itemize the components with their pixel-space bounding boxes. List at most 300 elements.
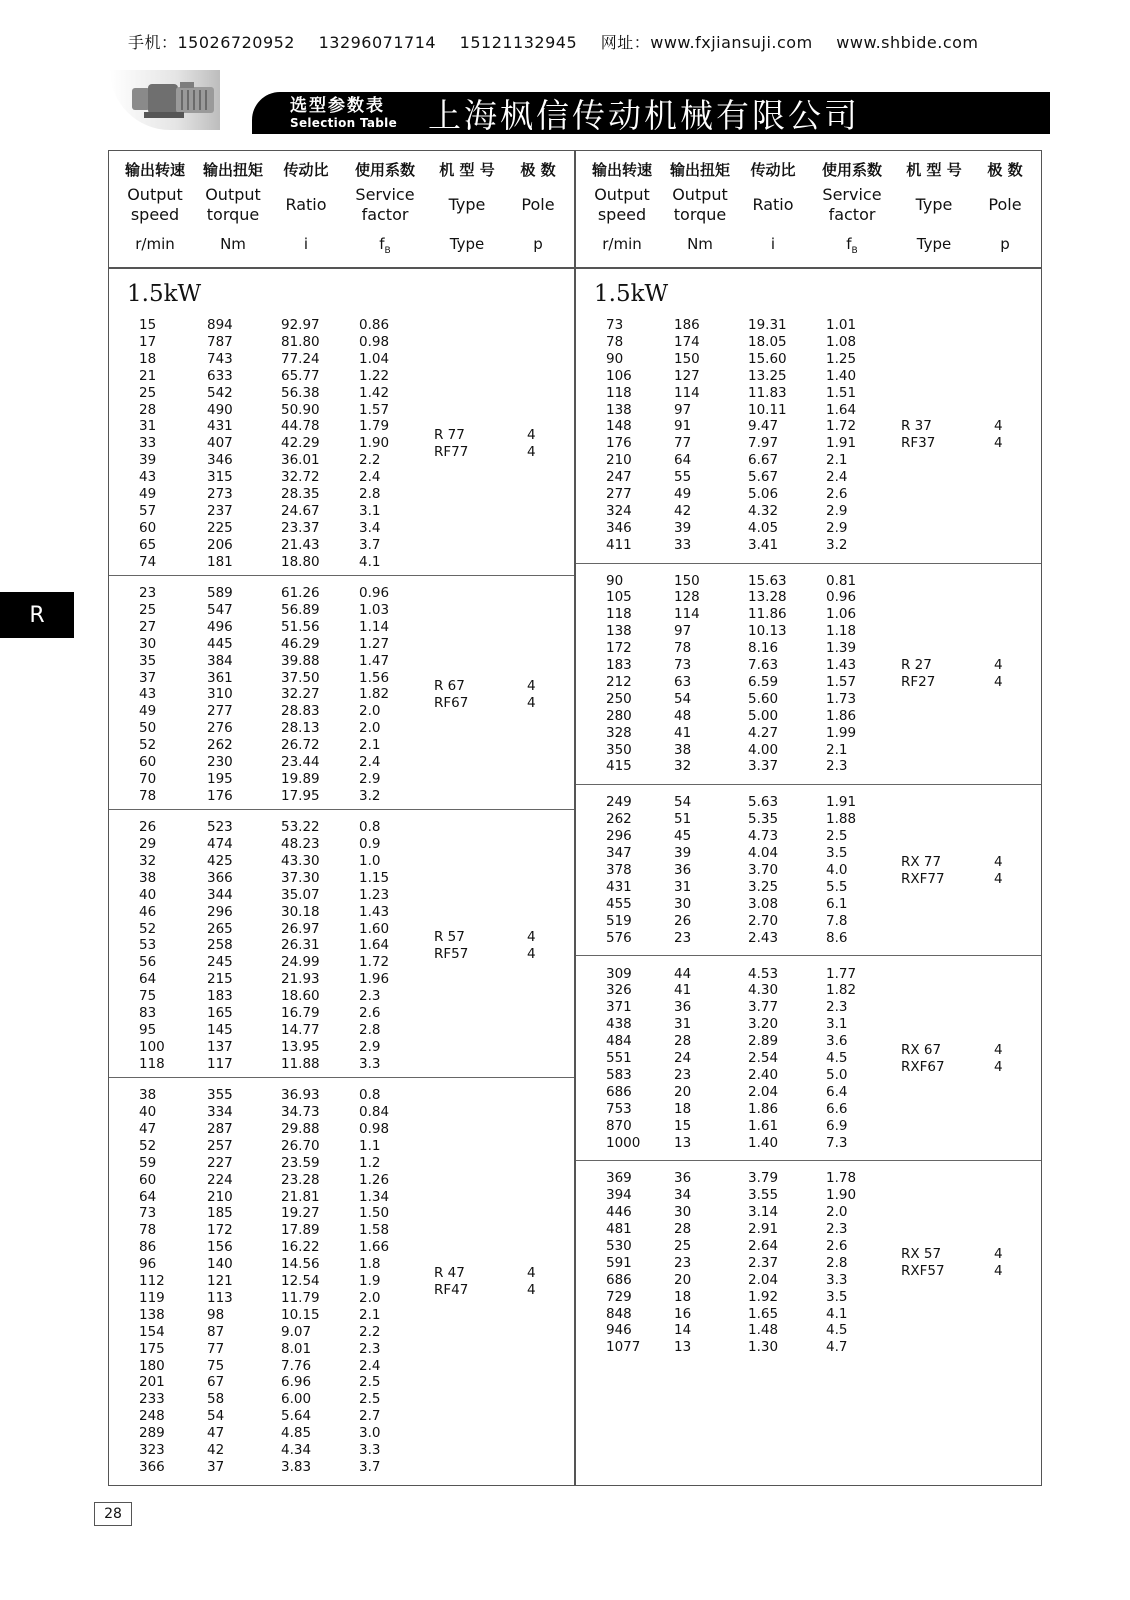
ratio: 37.30	[281, 869, 320, 886]
output-speed: 73	[139, 1205, 157, 1222]
model-group	[109, 314, 574, 576]
output-speed: 324	[606, 502, 632, 519]
output-torque: 523	[207, 819, 233, 836]
output-torque: 140	[207, 1256, 233, 1273]
output-torque: 25	[674, 1237, 692, 1254]
pole-count-line: 4	[527, 694, 536, 711]
output-speed: 481	[606, 1221, 632, 1238]
output-torque: 215	[207, 971, 233, 988]
column-header-cn: 机 型 号	[439, 161, 495, 179]
service-factor: 2.5	[359, 1374, 381, 1391]
service-factor: 0.96	[826, 589, 857, 606]
group-separator	[109, 809, 574, 810]
service-factor: 1.27	[359, 635, 390, 652]
output-torque: 117	[207, 1055, 233, 1072]
output-speed: 65	[139, 536, 157, 553]
column-header-en	[894, 195, 974, 215]
gear-motor-icon	[130, 78, 222, 122]
model-type-line: RX 77	[901, 853, 942, 870]
output-torque: 13	[674, 1339, 692, 1356]
service-factor: 1.43	[359, 903, 390, 920]
column-header-en-line: Type	[448, 195, 486, 214]
output-torque: 38	[674, 741, 692, 758]
ratio: 4.04	[748, 845, 779, 862]
power-heading: 1.5kW	[594, 281, 669, 307]
model-type-line: RX 67	[901, 1041, 942, 1058]
output-torque: 181	[207, 553, 233, 570]
output-speed: 323	[139, 1442, 165, 1459]
output-speed: 175	[139, 1340, 165, 1357]
service-factor: 1.2	[359, 1154, 381, 1171]
service-factor: 0.96	[359, 585, 390, 601]
model-type-line: R 27	[901, 657, 932, 674]
service-factor: 4.1	[359, 553, 381, 570]
service-factor: 2.3	[826, 999, 848, 1016]
output-speed: 59	[139, 1154, 157, 1171]
output-torque: 490	[207, 401, 233, 418]
ratio: 2.37	[748, 1254, 779, 1271]
column-header-unit: Type	[449, 235, 485, 253]
pole-count	[527, 678, 536, 712]
output-speed: 38	[139, 869, 157, 886]
output-torque: 431	[207, 418, 233, 435]
output-torque: 33	[674, 536, 692, 553]
ratio: 2.40	[748, 1066, 779, 1083]
output-speed: 138	[606, 623, 632, 640]
output-speed: 118	[139, 1055, 165, 1072]
ratio: 5.64	[281, 1408, 312, 1425]
output-torque: 127	[674, 367, 700, 384]
model-type	[901, 1042, 945, 1076]
ratio: 92.97	[281, 317, 320, 333]
output-torque: 361	[207, 669, 233, 686]
pole-count-line: 4	[527, 1281, 536, 1298]
ratio: 24.99	[281, 954, 320, 971]
output-torque: 287	[207, 1120, 233, 1137]
service-factor: 0.98	[359, 1120, 390, 1137]
service-factor: 2.4	[826, 469, 848, 486]
output-torque: 14	[674, 1322, 692, 1339]
column-header-en-line: factor	[361, 205, 409, 224]
pole-count-line: 4	[527, 946, 536, 963]
ratio: 21.81	[281, 1188, 320, 1205]
output-speed: 15	[139, 317, 157, 333]
pole-count-line: 4	[994, 870, 1003, 887]
ratio: 53.22	[281, 819, 320, 836]
output-speed: 119	[139, 1289, 165, 1306]
output-speed: 30	[139, 635, 157, 652]
ratio: 5.60	[748, 690, 779, 707]
output-torque: 48	[674, 707, 692, 724]
output-speed: 78	[139, 787, 157, 804]
column-header-unit: i	[303, 235, 309, 253]
ratio: 24.67	[281, 502, 320, 519]
model-type-line: RF67	[434, 694, 469, 711]
ratio: 4.53	[748, 965, 779, 982]
ratio: 56.89	[281, 601, 320, 618]
ratio: 4.34	[281, 1442, 312, 1459]
column-header-en-line: Service	[355, 185, 415, 204]
model-type-line: RXF67	[901, 1058, 945, 1075]
output-speed: 154	[139, 1323, 165, 1340]
pole-count	[994, 1246, 1003, 1280]
column-header-unit: p	[1000, 235, 1010, 253]
output-speed: 64	[139, 1188, 157, 1205]
output-speed: 29	[139, 836, 157, 853]
service-factor: 1.23	[359, 886, 390, 903]
output-speed: 95	[139, 1021, 157, 1038]
service-factor: 1.06	[826, 606, 857, 623]
output-speed: 210	[606, 452, 632, 469]
service-factor: 1.79	[359, 418, 390, 435]
ratio: 8.16	[748, 640, 779, 657]
column-header-en-line: Output	[127, 185, 183, 204]
column-header-cn: 使用系数	[821, 161, 882, 179]
service-factor: 2.7	[359, 1408, 381, 1425]
pole-count-line: 4	[527, 677, 536, 694]
service-factor: 1.04	[359, 350, 390, 367]
output-torque: 113	[207, 1289, 233, 1306]
ratio: 3.79	[748, 1170, 779, 1187]
output-speed: 438	[606, 1016, 632, 1033]
output-torque: 315	[207, 469, 233, 486]
output-speed: 70	[139, 770, 157, 787]
output-torque: 277	[207, 703, 233, 720]
ratio: 5.06	[748, 486, 779, 502]
column-header-en	[197, 185, 269, 225]
output-speed: 23	[139, 585, 157, 601]
service-factor: 7.8	[826, 912, 848, 929]
column-header-unit: r/min	[135, 235, 175, 253]
ratio: 32.72	[281, 469, 320, 486]
output-torque: 210	[207, 1188, 233, 1205]
ratio: 29.88	[281, 1120, 320, 1137]
service-factor: 6.9	[826, 1117, 848, 1134]
pole-count	[527, 1265, 536, 1299]
output-torque: 34	[674, 1187, 692, 1204]
ratio: 1.92	[748, 1288, 779, 1305]
model-type	[901, 854, 945, 888]
column-header-unit: i	[770, 235, 776, 253]
ratio: 4.00	[748, 741, 779, 758]
output-speed: 46	[139, 903, 157, 920]
output-torque: 237	[207, 502, 233, 519]
output-torque: 73	[674, 657, 692, 674]
output-torque: 156	[207, 1239, 233, 1256]
service-factor: 8.6	[826, 929, 848, 946]
ratio: 7.76	[281, 1357, 312, 1374]
ratio: 10.11	[748, 401, 787, 418]
output-speed: 100	[139, 1038, 165, 1055]
ratio: 2.04	[748, 1271, 779, 1288]
model-type-line: RF47	[434, 1281, 469, 1298]
output-torque: 41	[674, 724, 692, 741]
output-torque: 87	[207, 1323, 225, 1340]
phone-3: 15121132945	[459, 33, 578, 52]
service-factor: 1.88	[826, 811, 857, 828]
service-factor: 2.9	[826, 519, 848, 536]
service-factor: 1.40	[826, 367, 857, 384]
column-header-cn: 机 型 号	[906, 161, 962, 179]
output-torque: 39	[674, 519, 692, 536]
ratio: 23.59	[281, 1154, 320, 1171]
pole-count	[527, 929, 536, 963]
column-header-en-line: torque	[206, 205, 260, 224]
output-speed: 64	[139, 971, 157, 988]
right-panel	[576, 151, 1041, 1485]
column-header-en	[812, 185, 892, 225]
service-factor: 5.5	[826, 878, 848, 895]
service-factor: 4.5	[826, 1050, 848, 1066]
column-header-cn: 极 数	[987, 161, 1023, 179]
pole-count-line: 4	[994, 1263, 1003, 1280]
model-type-line: R 47	[434, 1264, 465, 1281]
ratio: 5.63	[748, 794, 779, 811]
output-torque: 245	[207, 954, 233, 971]
service-factor: 0.84	[359, 1104, 390, 1121]
service-factor: 1.01	[826, 317, 857, 333]
output-speed: 280	[606, 707, 632, 724]
output-speed: 56	[139, 954, 157, 971]
output-speed: 1077	[606, 1339, 641, 1356]
output-speed: 33	[139, 435, 157, 452]
output-speed: 180	[139, 1357, 165, 1374]
output-speed: 1000	[606, 1134, 641, 1151]
website-2[interactable]: www.shbide.com	[836, 33, 979, 52]
output-torque: 206	[207, 536, 233, 553]
service-factor: 1.96	[359, 971, 390, 988]
ratio: 48.23	[281, 836, 320, 853]
service-factor: 1.72	[826, 418, 857, 435]
ratio: 4.85	[281, 1425, 312, 1442]
output-speed: 138	[139, 1306, 165, 1323]
ratio: 30.18	[281, 903, 320, 920]
service-factor: 2.1	[359, 1306, 381, 1323]
ratio: 17.89	[281, 1222, 320, 1239]
model-type-line: R 67	[434, 677, 465, 694]
service-factor: 3.3	[826, 1271, 848, 1288]
output-speed: 530	[606, 1237, 632, 1254]
column-header-en-line: Type	[915, 195, 953, 214]
output-speed: 411	[606, 536, 632, 553]
output-speed: 105	[606, 589, 632, 606]
output-torque: 114	[674, 384, 700, 401]
ratio: 3.25	[748, 878, 779, 895]
ratio: 2.04	[748, 1083, 779, 1100]
service-factor: 7.3	[826, 1134, 848, 1151]
output-speed: 21	[139, 367, 157, 384]
output-torque: 589	[207, 585, 233, 601]
service-factor: 1.91	[826, 435, 857, 452]
ratio: 32.27	[281, 686, 320, 703]
output-torque: 172	[207, 1222, 233, 1239]
output-torque: 26	[674, 912, 692, 929]
ratio: 51.56	[281, 618, 320, 635]
column-header-en-line: speed	[597, 205, 647, 224]
column-header-en-line: Service	[822, 185, 882, 204]
service-factor: 1.57	[826, 673, 857, 690]
service-factor: 2.6	[826, 486, 848, 502]
model-type	[434, 678, 468, 712]
title-banner	[110, 70, 1050, 136]
service-factor: 1.43	[826, 657, 857, 674]
ratio: 1.65	[748, 1305, 779, 1322]
output-speed: 118	[606, 606, 632, 623]
ratio: 3.70	[748, 861, 779, 878]
ratio: 15.63	[748, 572, 787, 589]
column-header-en	[580, 185, 664, 225]
ratio: 3.14	[748, 1204, 779, 1221]
service-factor: 0.86	[359, 317, 390, 333]
column-header-en-line: speed	[130, 205, 180, 224]
service-factor: 1.50	[359, 1205, 390, 1222]
output-torque: 150	[674, 350, 700, 367]
output-torque: 258	[207, 937, 233, 954]
service-factor: 1.18	[826, 623, 857, 640]
ratio: 12.54	[281, 1273, 320, 1290]
service-factor: 1.73	[826, 690, 857, 707]
output-torque: 425	[207, 852, 233, 869]
output-speed: 583	[606, 1066, 632, 1083]
output-torque: 496	[207, 618, 233, 635]
output-speed: 18	[139, 350, 157, 367]
output-speed: 848	[606, 1305, 632, 1322]
ratio: 81.80	[281, 333, 320, 350]
output-torque: 97	[674, 401, 692, 418]
output-torque: 407	[207, 435, 233, 452]
service-factor: 3.3	[359, 1442, 381, 1459]
output-speed: 73	[606, 317, 624, 333]
ratio: 10.13	[748, 623, 787, 640]
ratio: 11.79	[281, 1289, 320, 1306]
output-torque: 28	[674, 1221, 692, 1238]
company-name: 上海枫信传动机械有限公司	[428, 96, 860, 135]
output-torque: 18	[674, 1288, 692, 1305]
column-header-en-line: Pole	[521, 195, 555, 214]
left-panel	[109, 151, 574, 1485]
output-torque: 547	[207, 601, 233, 618]
pole-count	[994, 854, 1003, 888]
ratio: 2.91	[748, 1221, 779, 1238]
service-factor: 0.8	[359, 819, 381, 836]
output-torque: 54	[207, 1408, 225, 1425]
service-factor: 1.8	[359, 1256, 381, 1273]
output-torque: 39	[674, 845, 692, 862]
output-speed: 53	[139, 937, 157, 954]
model-type-line: RF37	[901, 435, 936, 452]
output-speed: 247	[606, 469, 632, 486]
phone-2: 13296071714	[318, 33, 437, 52]
pole-count-line: 4	[994, 1246, 1003, 1263]
table-header	[576, 151, 1041, 267]
output-speed: 371	[606, 999, 632, 1016]
output-speed: 78	[606, 333, 624, 350]
column-header-en-line: Output	[205, 185, 261, 204]
contact-line	[128, 30, 979, 53]
output-torque: 16	[674, 1305, 692, 1322]
output-speed: 32	[139, 852, 157, 869]
service-factor: 1.64	[359, 937, 390, 954]
column-header-cn: 输出扭矩	[669, 161, 730, 179]
service-factor: 2.5	[359, 1391, 381, 1408]
output-speed: 946	[606, 1322, 632, 1339]
column-header-en-line: Output	[672, 185, 728, 204]
column-header-en-line: Pole	[988, 195, 1022, 214]
ratio: 1.61	[748, 1117, 779, 1134]
service-factor: 1.77	[826, 965, 857, 982]
ratio: 37.50	[281, 669, 320, 686]
output-torque: 150	[674, 572, 700, 589]
website-1[interactable]: 网址：www.fxjiansuji.com	[600, 33, 813, 52]
column-header-en	[271, 195, 341, 215]
ratio: 2.64	[748, 1237, 779, 1254]
ratio: 4.05	[748, 519, 779, 536]
service-factor: 1.51	[826, 384, 857, 401]
model-group	[576, 1167, 1041, 1366]
column-header-en	[113, 185, 197, 225]
page-number: 28	[94, 1502, 132, 1526]
output-speed: 172	[606, 640, 632, 657]
service-factor: 6.6	[826, 1100, 848, 1117]
column-header-en-line: factor	[828, 205, 876, 224]
ratio: 65.77	[281, 367, 320, 384]
output-torque: 186	[674, 317, 700, 333]
output-speed: 86	[139, 1239, 157, 1256]
service-factor: 5.0	[826, 1066, 848, 1083]
output-speed: 27	[139, 618, 157, 635]
output-torque: 47	[207, 1425, 225, 1442]
ratio: 11.88	[281, 1055, 320, 1072]
ratio: 77.24	[281, 350, 320, 367]
group-separator	[109, 1077, 574, 1078]
model-group	[576, 570, 1041, 786]
column-header-cn: 极 数	[520, 161, 556, 179]
output-speed: 729	[606, 1288, 632, 1305]
output-speed: 212	[606, 673, 632, 690]
output-speed: 39	[139, 452, 157, 469]
output-speed: 201	[139, 1374, 165, 1391]
column-header-unit: r/min	[602, 235, 642, 253]
ratio: 13.95	[281, 1038, 320, 1055]
output-speed: 366	[139, 1458, 165, 1475]
output-speed: 49	[139, 486, 157, 502]
service-factor: 2.0	[359, 720, 381, 737]
service-factor: 1.64	[826, 401, 857, 418]
output-torque: 227	[207, 1154, 233, 1171]
model-type-line: RF27	[901, 674, 936, 691]
pole-count	[994, 657, 1003, 691]
model-type-line: RF57	[434, 946, 469, 963]
output-speed: 551	[606, 1050, 632, 1066]
output-speed: 37	[139, 669, 157, 686]
output-speed: 47	[139, 1120, 157, 1137]
output-speed: 576	[606, 929, 632, 946]
pole-count-line: 4	[994, 657, 1003, 674]
service-factor: 3.1	[359, 502, 381, 519]
output-speed: 394	[606, 1187, 632, 1204]
output-torque: 384	[207, 652, 233, 669]
output-speed: 50	[139, 720, 157, 737]
service-factor: 0.98	[359, 333, 390, 350]
output-speed: 753	[606, 1100, 632, 1117]
output-speed: 326	[606, 982, 632, 999]
banner-bar	[280, 92, 1050, 134]
column-header-cn: 输出扭矩	[202, 161, 263, 179]
model-type	[901, 657, 935, 691]
output-speed: 25	[139, 384, 157, 401]
output-torque: 23	[674, 1066, 692, 1083]
column-header-en-line: Output	[594, 185, 650, 204]
